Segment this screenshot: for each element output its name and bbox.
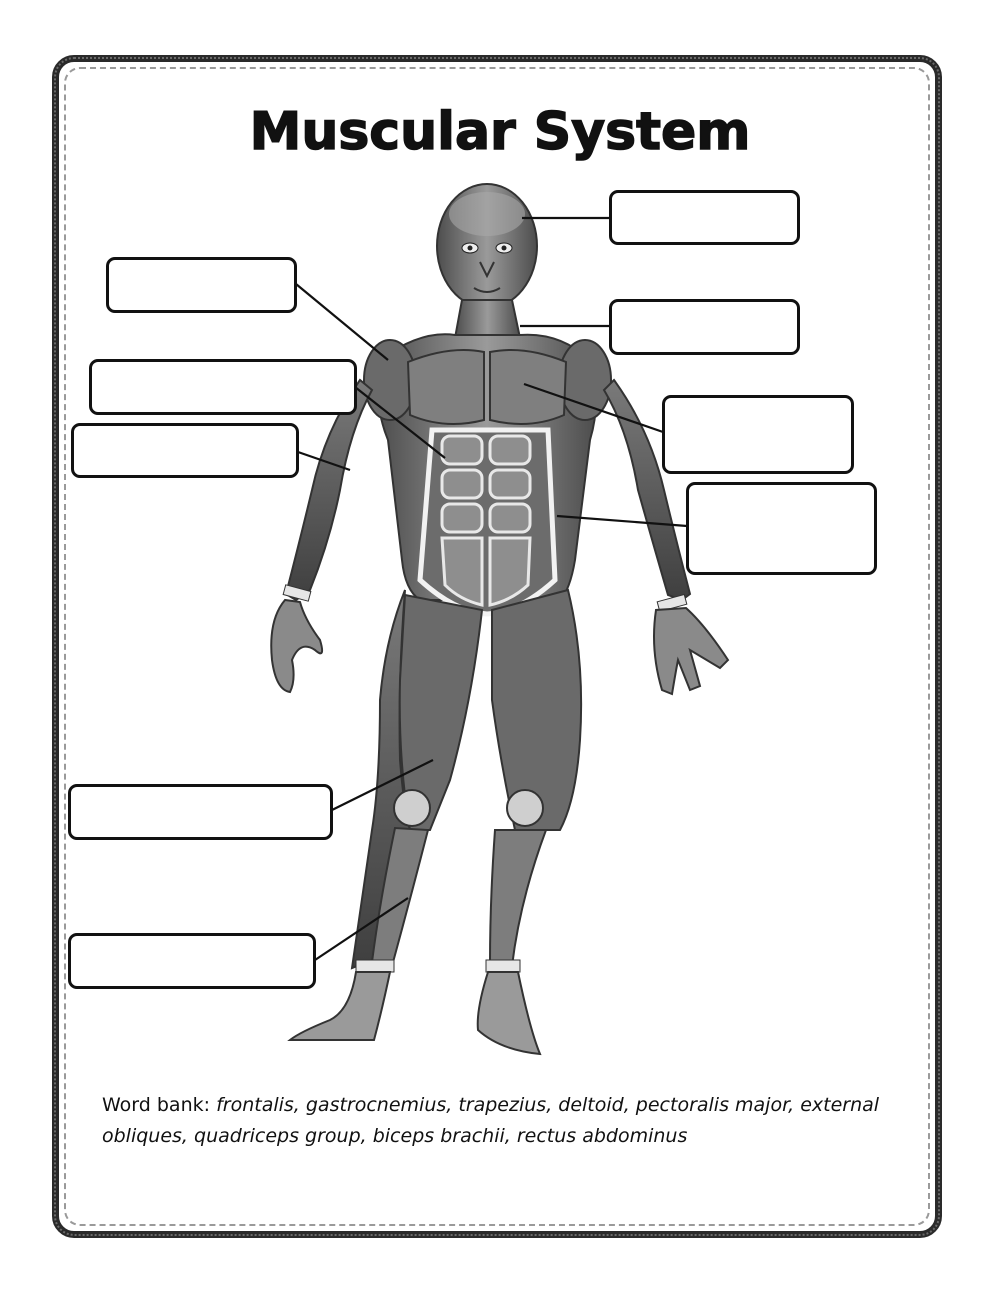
torso bbox=[364, 334, 611, 614]
label-box-frontalis[interactable] bbox=[609, 190, 800, 245]
label-box-biceps-brachii[interactable] bbox=[71, 423, 299, 478]
head bbox=[437, 184, 537, 308]
word-bank-terms: frontalis, gastrocnemius, trapezius, deltoid, pectoralis major, external obliques, quadriceps group, biceps brachii, rectus abdominus bbox=[102, 1094, 880, 1147]
neck bbox=[455, 300, 520, 338]
word-bank-lead: Word bank: bbox=[102, 1094, 217, 1116]
label-box-quadriceps-group[interactable] bbox=[68, 784, 333, 840]
leader-line-deltoid bbox=[296, 284, 388, 360]
label-box-deltoid[interactable] bbox=[106, 257, 297, 313]
word-bank bbox=[102, 1090, 922, 1152]
page-title: Muscular System bbox=[249, 102, 751, 162]
legs bbox=[290, 590, 581, 1054]
label-box-trapezius[interactable] bbox=[609, 299, 800, 355]
label-box-external-obliques[interactable] bbox=[686, 482, 877, 575]
label-box-pectoralis-major[interactable] bbox=[662, 395, 854, 474]
label-box-gastrocnemius[interactable] bbox=[68, 933, 316, 989]
label-box-rectus-abdominus[interactable] bbox=[89, 359, 357, 415]
